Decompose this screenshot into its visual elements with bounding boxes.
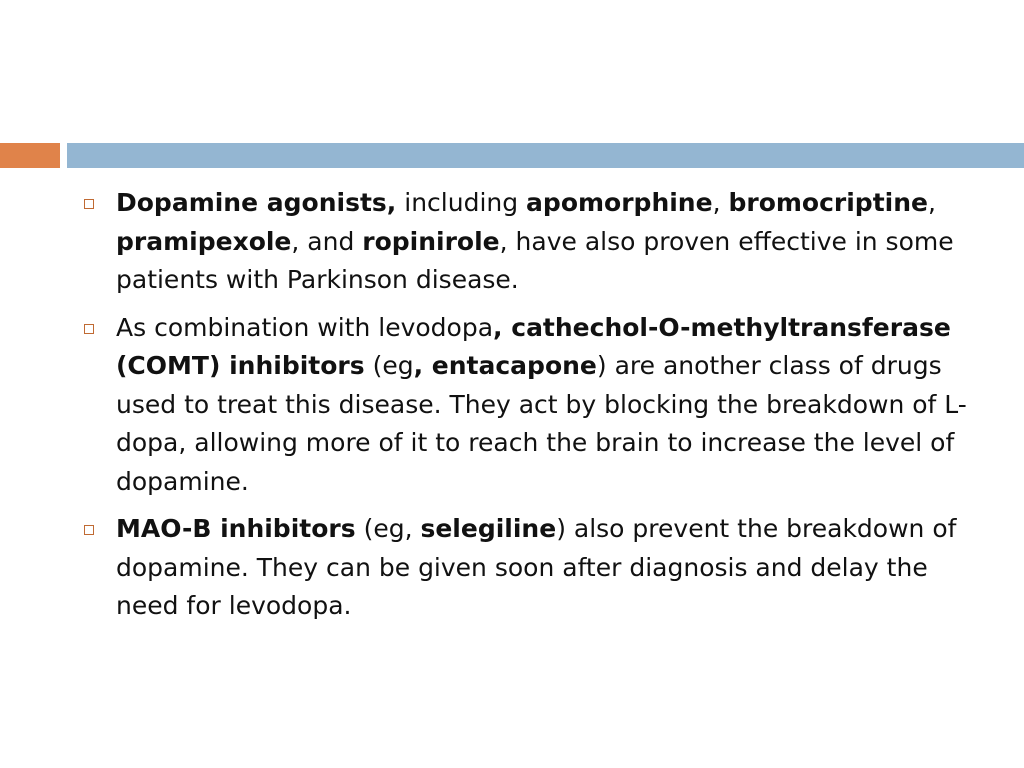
text-run: (eg, <box>355 514 421 543</box>
bullet-item-comt-inhibitors <box>78 309 988 502</box>
square-bullet-icon <box>84 324 94 334</box>
square-bullet-icon <box>84 525 94 535</box>
bullet-list <box>78 184 988 635</box>
bullet-text <box>116 514 956 620</box>
bold-term: Dopamine agonists, <box>116 188 397 217</box>
bullet-item-dopamine-agonists <box>78 184 988 300</box>
square-bullet-icon <box>84 199 94 209</box>
text-run: ) are another class of drugs used to treat this disease. They act by blocking the breakdown of L-dopa, allowing more of it to reach the brain to increase the level of dopamine. <box>116 351 967 496</box>
text-run: , <box>712 188 729 217</box>
text-run: (eg <box>364 351 414 380</box>
bullet-text <box>116 188 954 294</box>
accent-bar-orange <box>0 143 60 168</box>
bold-term: ropinirole <box>362 226 500 256</box>
bold-term: , cathechol-O-methyltransferase (COMT) inhibitors <box>116 312 951 380</box>
bold-term: MAO-B inhibitors <box>116 514 356 543</box>
bold-term: apomorphine <box>526 188 713 217</box>
bold-term: pramipexole <box>116 226 292 256</box>
text-run: , have also proven effective in some patients with Parkinson disease. <box>116 226 954 294</box>
text-run: , and <box>291 226 363 256</box>
text-run: , <box>927 188 936 217</box>
bold-term: bromocriptine <box>728 188 928 217</box>
bold-term: selegiline <box>420 514 557 543</box>
accent-bar-blue <box>67 143 1024 168</box>
text-run: including <box>396 188 527 217</box>
bullet-text <box>116 313 967 496</box>
text-run: As combination with levodopa <box>116 312 494 342</box>
text-run: ) also prevent the breakdown of dopamine. They can be given soon after diagnosis and delay the need for levodopa. <box>116 514 957 620</box>
bold-term: , entacapone <box>413 351 597 380</box>
bullet-item-mao-b-inhibitors <box>78 510 988 626</box>
